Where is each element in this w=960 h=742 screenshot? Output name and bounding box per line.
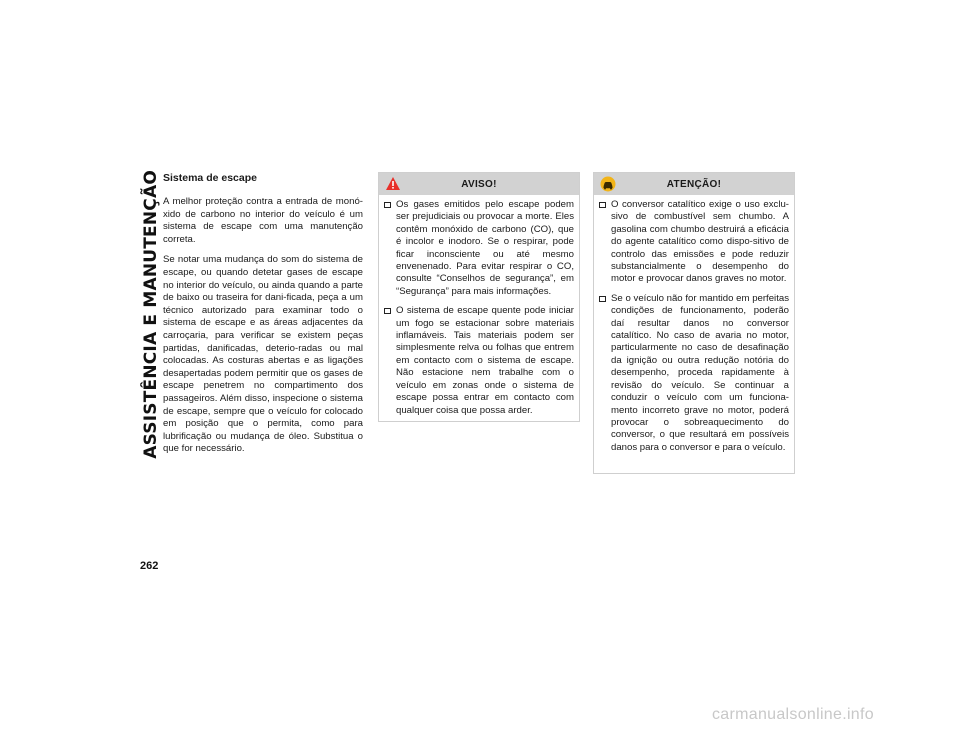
watermark: carmanualsonline.info [712,706,874,723]
caution-box-header [594,173,794,195]
paragraph: A melhor proteção contra a entrada de monó-xido de carbono no interior do veículo é um sistema de escape com uma manutenção correta. [163,196,363,245]
warning-box-title: AVISO! [461,178,497,190]
list-item [384,305,574,417]
square-bullet-icon [599,202,606,208]
warning-box [378,172,580,422]
caution-box-body [594,195,794,465]
warning-box-body [379,195,579,428]
list-item-text: Os gases emitidos pelo escape podem ser prejudiciais ou provocar a morte. Eles contêm monóxido de carbono (CO), que é incolor e inodoro. Se o respirar, pode ficar inconsciente ou até mesmo envenenado. Para evitar respirar o CO, consulte “Conselhos de segurança”, em “Segurança” para mais informações. [396,199,574,297]
chapter-title-text: ASSISTÊNCIA E MANUTENÇÃO [141,170,161,459]
warning-triangle-icon [385,176,401,192]
chapter-side-title [136,170,166,580]
caution-box [593,172,795,474]
list-item [599,293,789,454]
square-bullet-icon [384,202,391,208]
car-caution-icon [600,176,616,192]
exhaust-section [163,172,363,464]
caution-box-title: ATENÇÃO! [666,178,722,190]
paragraph: Se notar uma mudança do som do sistema de escape, ou quando detetar gases de escape no interior do veículo, ou ainda quando a parte de baixo ou traseira for dani-ficada, peça a um técnico autorizado para examinar todo o sistema de escape e as áreas adjacentes da carroçaria, para verificar se existem peças partidas, danificadas, deterio-radas ou mal colocadas. As costuras abertas e as ligações desapertadas podem permitir que os gases de escape penetrem no compartimento dos passageiros. Além disso, inspecione o sistema de escape, sempre que o veículo for colocado em posição que o permita, como para lubrificação ou mudança de óleo. Substitua o que for necessário. [163,254,363,455]
section-title: Sistema de escape [163,172,257,184]
list-item-text: Se o veículo não for mantido em perfeitas condições de funcionamento, poderão daí resultar danos no conversor catalítico. No caso de avaria no motor, particularmente no caso de desafinação da ignição ou outra redução notória do desempenho, proceda rapidamente à revisão do veículo. Se continuar a conduzir o veículo com um funciona-mento incorreto grave no motor, poderá provocar o sobreaquecimento do conversor, o que resultará em possíveis danos para o conversor e para o veículo. [611,292,789,453]
list-item-text: O conversor catalítico exige o uso exclu-sivo de combustível sem chumbo. A gasolina com chumbo destruirá a eficácia do agente catalítico como dispo-sitivo de controlo das emissões e pode reduzir substancialmente o desempenho do motor e provocar danos graves no motor. [611,199,789,285]
list-item-text: O sistema de escape quente pode iniciar um fogo se estacionar sobre materiais inflamáveis. Tais materiais podem ser simplesmente relva ou folhas que entrem em contacto com o sistema de escape. Não estacione nem trabalhe com o veículo em zonas onde o sistema de escape possa entrar em contacto com qualquer coisa que possa arder. [396,305,574,416]
page-number: 262 [140,560,159,572]
list-item [599,199,789,286]
square-bullet-icon [384,308,391,314]
square-bullet-icon [599,296,606,302]
list-item [384,199,574,298]
warning-box-header [379,173,579,195]
